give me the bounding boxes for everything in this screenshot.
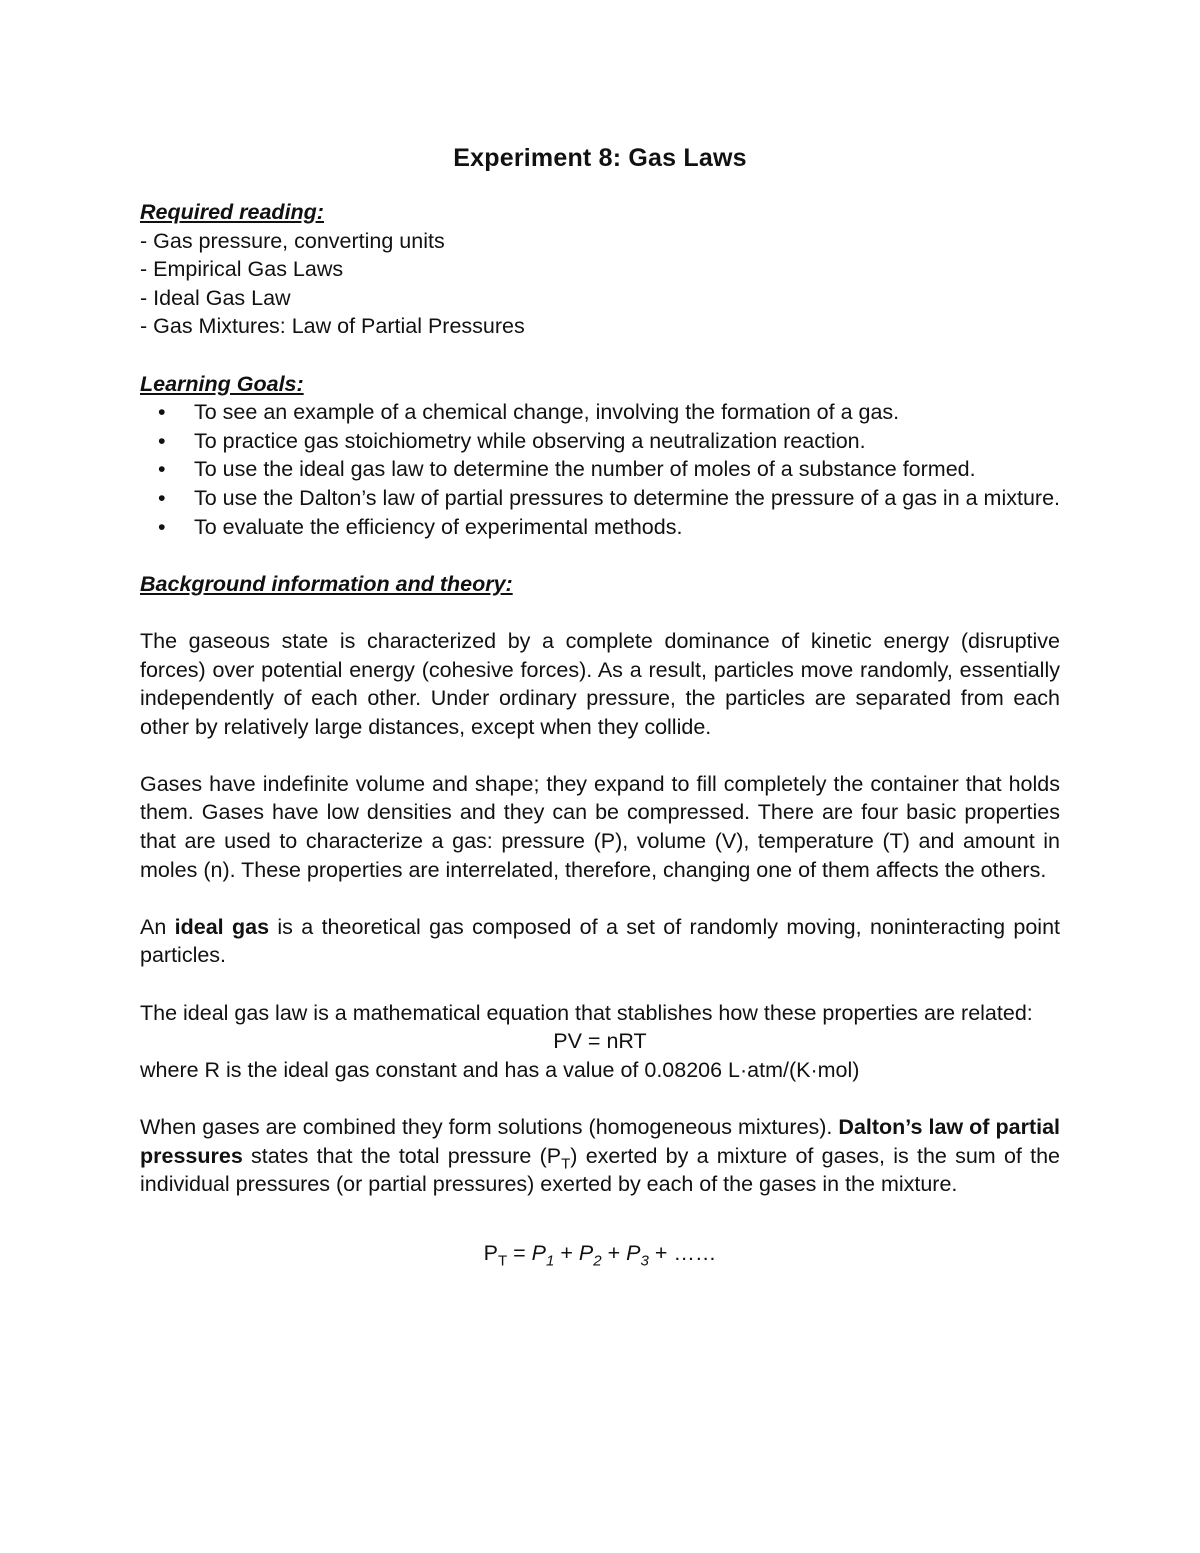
list-item: - Empirical Gas Laws [140, 257, 344, 282]
ideal-gas-equation: PV = nRT [553, 1029, 647, 1054]
document-page [140, 138, 1060, 1268]
dalton-paragraph: When gases are combined they form solutions (homogeneous mixtures). Dalton’s law of partial pressures states that the total pressure $(P_T)$ exerted by a mixture of gases, is the sum of the individual pressures (or partial pressures) exerted by each of the gases in the mixture. [140, 1115, 1061, 1197]
ideal-gas-term: ideal gas [174, 914, 270, 939]
dalton-law-term: Dalton’s law of partial pressures [140, 1115, 1061, 1168]
learning-goals-list [140, 398, 1060, 541]
list-item: • To use the ideal gas law to determine the number of moles of a substance formed. [140, 455, 1060, 484]
background-paragraph-1: The gaseous state is characterized by a complete dominance of kinetic energy (disruptive forces) over potential energy (cohesive forces). As a result, particles move randomly, essentially independently of each other. Under ordinary pressure, the particles are separated from each other by relatively large distances, except when they collide. [140, 628, 1060, 739]
required-reading-heading: Required reading: [140, 200, 324, 224]
bullet-icon: • [158, 514, 166, 539]
ideal-gas-law-paragraph: The ideal gas law is a mathematical equation that stablishes how these properties are related: [140, 1000, 1033, 1025]
list-item: - Ideal Gas Law [140, 285, 291, 310]
learning-goals-heading: Learning Goals: [140, 371, 304, 396]
list-item: • To use the Dalton’s law of partial pressures to determine the pressure of a gas in a mixture. [140, 484, 1060, 513]
list-item: - Gas pressure, converting units [140, 228, 445, 253]
list-item: • To practice gas stoichiometry while observing a neutralization reaction. [140, 427, 1060, 456]
background-heading: Background information and theory: [140, 571, 513, 596]
required-reading-list [140, 227, 1060, 341]
list-item: • To see an example of a chemical change, involving the formation of a gas. [140, 398, 1060, 427]
dalton-equation: $P_T = P_1 + P_2 + P_3$ + …… [483, 1241, 717, 1270]
bullet-icon: • [158, 428, 166, 453]
bullet-icon: • [158, 400, 166, 425]
gas-constant-line: where R is the ideal gas constant and has a value of 0.08206 L·atm/(K·mol) [140, 1057, 860, 1082]
list-item: - Gas Mixtures: Law of Partial Pressures [140, 314, 525, 339]
page-title: Experiment 8: Gas Laws [453, 144, 747, 172]
bullet-icon: • [158, 485, 166, 510]
ideal-gas-paragraph: An ideal gas is a theoretical gas composed of a set of randomly moving, noninteracting point particles. [140, 914, 1060, 968]
background-paragraph-2: Gases have indefinite volume and shape; they expand to fill completely the container that holds them. Gases have low densities and they can be compressed. There are four basic properties that are used to characterize a gas: pressure (P), volume (V), temperature (T) and amount in moles (n). These properties are interrelated, therefore, changing one of them affects the others. [140, 771, 1060, 882]
bullet-icon: • [158, 457, 166, 482]
list-item: • To evaluate the efficiency of experimental methods. [140, 513, 1060, 542]
